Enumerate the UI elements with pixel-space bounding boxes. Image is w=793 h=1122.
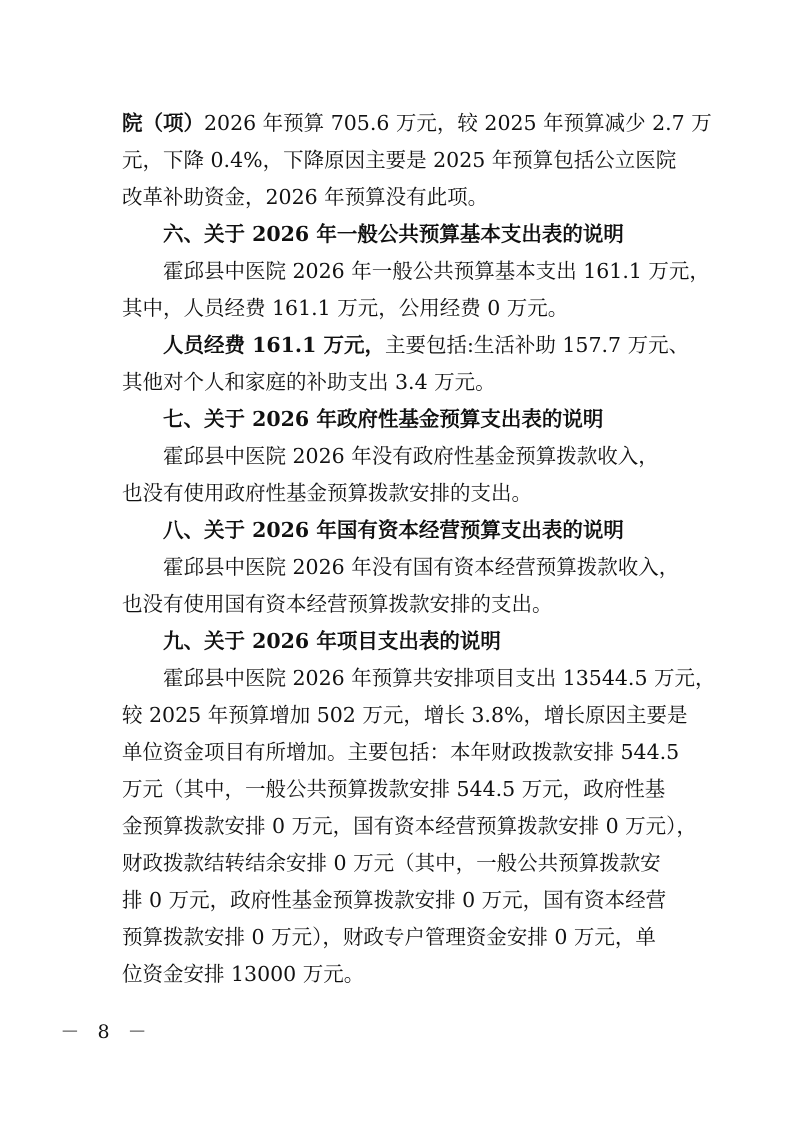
text-line	[0, 110, 712, 136]
text-line: 单位资金项目有所增加。主要包括：本年财政拨款安排 544.5	[122, 740, 680, 764]
text-line: 也没有使用国有资本经营预算拨款安排的支出。	[122, 592, 553, 616]
text-line: 预算拨款安排 0 万元），财政专户管理资金安排 0 万元，单	[122, 925, 656, 949]
section-heading: 六、关于 2026 年一般公共预算基本支出表的说明	[163, 222, 624, 246]
text-line: 万元（其中，一般公共预算拨款安排 544.5 万元，政府性基	[122, 777, 666, 801]
text-line	[163, 332, 690, 358]
text-line: 较 2025 年预算增加 502 万元，增长 3.8%，增长原因主要是	[122, 703, 688, 727]
text-line: 财政拨款结转结余安排 0 万元（其中，一般公共预算拨款安	[122, 851, 661, 875]
section-heading: 八、关于 2026 年国有资本经营预算支出表的说明	[163, 518, 624, 542]
text-span: 2026 年预算 705.6 万元，较 2025 年预算减少 2.7 万	[204, 111, 712, 135]
text-line: 霍邱县中医院 2026 年没有国有资本经营预算拨款收入，	[163, 555, 680, 579]
text-line: 改革补助资金，2026 年预算没有此项。	[122, 185, 489, 209]
page-number: － 8 －	[60, 1021, 153, 1043]
text-line: 元，下降 0.4%，下降原因主要是 2025 年预算包括公立医院	[122, 148, 677, 172]
text-line: 排 0 万元，政府性基金预算拨款安排 0 万元，国有资本经营	[122, 888, 667, 912]
text-line: 其中，人员经费 161.1 万元，公用经费 0 万元。	[122, 296, 569, 320]
text-line: 霍邱县中医院 2026 年一般公共预算基本支出 161.1 万元，	[163, 259, 710, 283]
section-heading: 九、关于 2026 年项目支出表的说明	[163, 629, 501, 653]
text-line: 金预算拨款安排 0 万元，国有资本经营预算拨款安排 0 万元），	[122, 814, 697, 838]
text-line: 其他对个人和家庭的补助支出 3.4 万元。	[122, 370, 496, 394]
bold-lead: 人员经费 161.1 万元，	[163, 333, 385, 357]
text-line: 也没有使用政府性基金预算拨款安排的支出。	[122, 481, 532, 505]
text-line: 霍邱县中医院 2026 年预算共安排项目支出 13544.5 万元，	[163, 666, 716, 690]
text-line: 位资金安排 13000 万元。	[122, 962, 365, 986]
section-heading: 七、关于 2026 年政府性基金预算支出表的说明	[163, 407, 604, 431]
text-span: 主要包括:生活补助 157.7 万元、	[384, 333, 690, 357]
text-line: 霍邱县中医院 2026 年没有政府性基金预算拨款收入，	[163, 444, 659, 468]
bold-lead: 院（项）	[122, 111, 204, 135]
